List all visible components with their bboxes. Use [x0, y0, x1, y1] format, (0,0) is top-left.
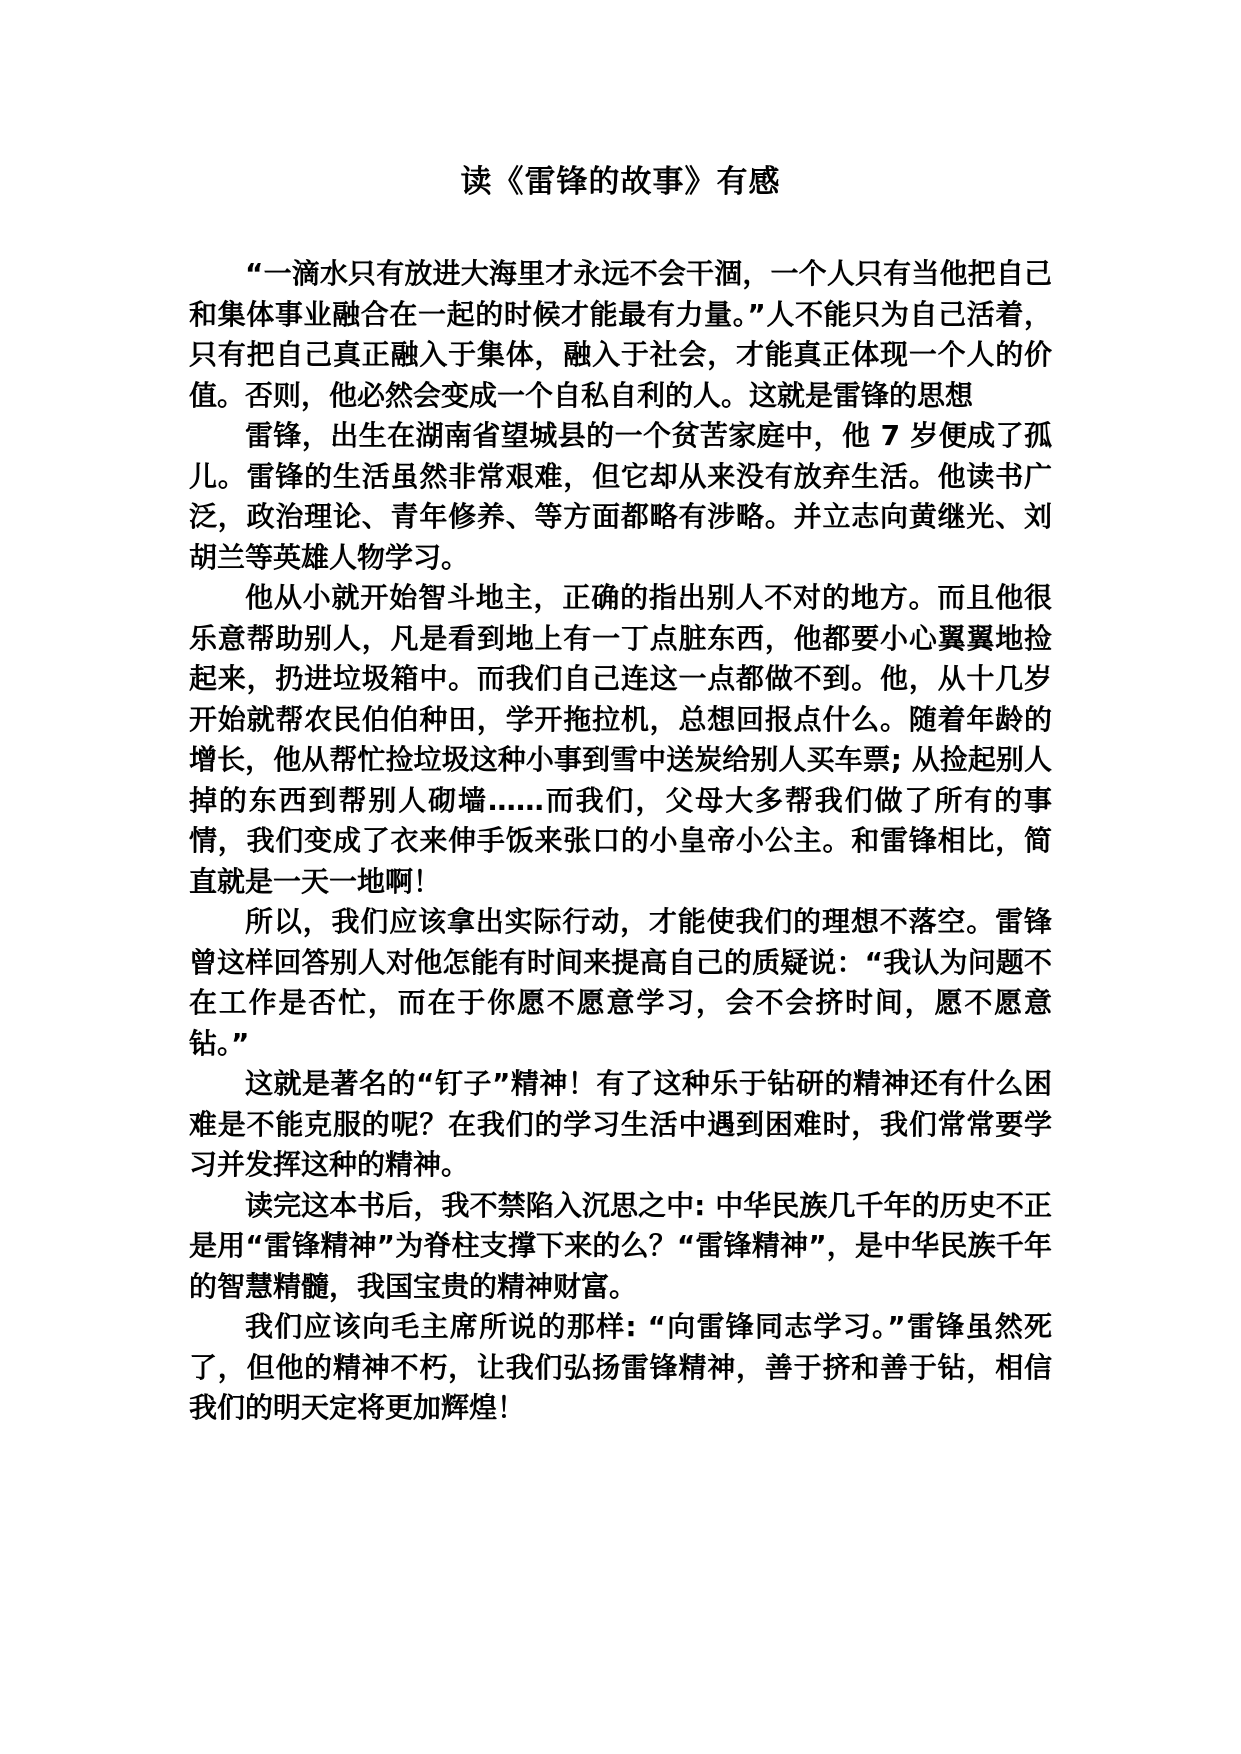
- paragraph-5: 这就是著名的“钉子”精神！有了这种乐于钻研的精神还有什么困难是不能克服的呢？在我们的学习生活中遇到困难时，我们常常要学习并发挥这种的精神。: [189, 1067, 1052, 1181]
- paragraph-1: “一滴水只有放进大海里才永远不会干涸，一个人只有当他把自己和集体事业融合在一起的时候才能最有力量。”人不能只为自己活着，只有把自己真正融入于集体，融入于社会，才能真正体现一个人的价值。否则，他必然会变成一个自私自利的人。这就是雷锋的思想: [189, 257, 1052, 412]
- document-title: 读《雷锋的故事》有感: [460, 164, 781, 200]
- paragraph-6: 读完这本书后，我不禁陷入沉思之中: 中华民族几千年的历史不正是用“雷锋精神”为脊柱支撑下来的么？“雷锋精神”，是中华民族千年的智慧精髓，我国宝贵的精神财富。: [189, 1188, 1052, 1303]
- paragraph-4: 所以，我们应该拿出实际行动，才能使我们的理想不落空。雷锋曾这样回答别人对他怎能有时间来提高自己的质疑说：“我认为问题不在工作是否忙，而在于你愿不愿意学习，会不会挤时间，愿不愿意钻。”: [189, 905, 1052, 1060]
- document-body: [189, 254, 1052, 1429]
- paragraph-3: 他从小就开始智斗地主，正确的指出别人不对的地方。而且他很乐意帮助别人，凡是看到地上有一丁点脏东西，他都要小心翼翼地捡起来，扔进垃圾箱中。而我们自己连这一点都做不到。他，从十几岁开始就帮农民伯伯种田，学开拖拉机，总想回报点什么。随着年龄的增长，他从帮忙捡垃圾这种小事到雪中送炭给别人买车票; 从捡起别人掉的东西到帮别人砌墙……而我们，父母大多帮我们做了所有的事情，我们变成了衣来伸手饭来张口的小皇帝小公主。和雷锋相比，简直就是一天一地啊！: [189, 581, 1052, 898]
- paragraph-7: 我们应该向毛主席所说的那样: “向雷锋同志学习。”雷锋虽然死了，但他的精神不朽，让我们弘扬雷锋精神，善于挤和善于钻，相信我们的明天定将更加辉煌！: [189, 1310, 1052, 1424]
- paragraph-2: 雷锋，出生在湖南省望城县的一个贫苦家庭中，他 7 岁便成了孤儿。雷锋的生活虽然非常艰难，但它却从来没有放弃生活。他读书广泛，政治理论、青年修养、等方面都略有涉略。并立志向黄继光、刘胡兰等英雄人物学习。: [189, 419, 1052, 574]
